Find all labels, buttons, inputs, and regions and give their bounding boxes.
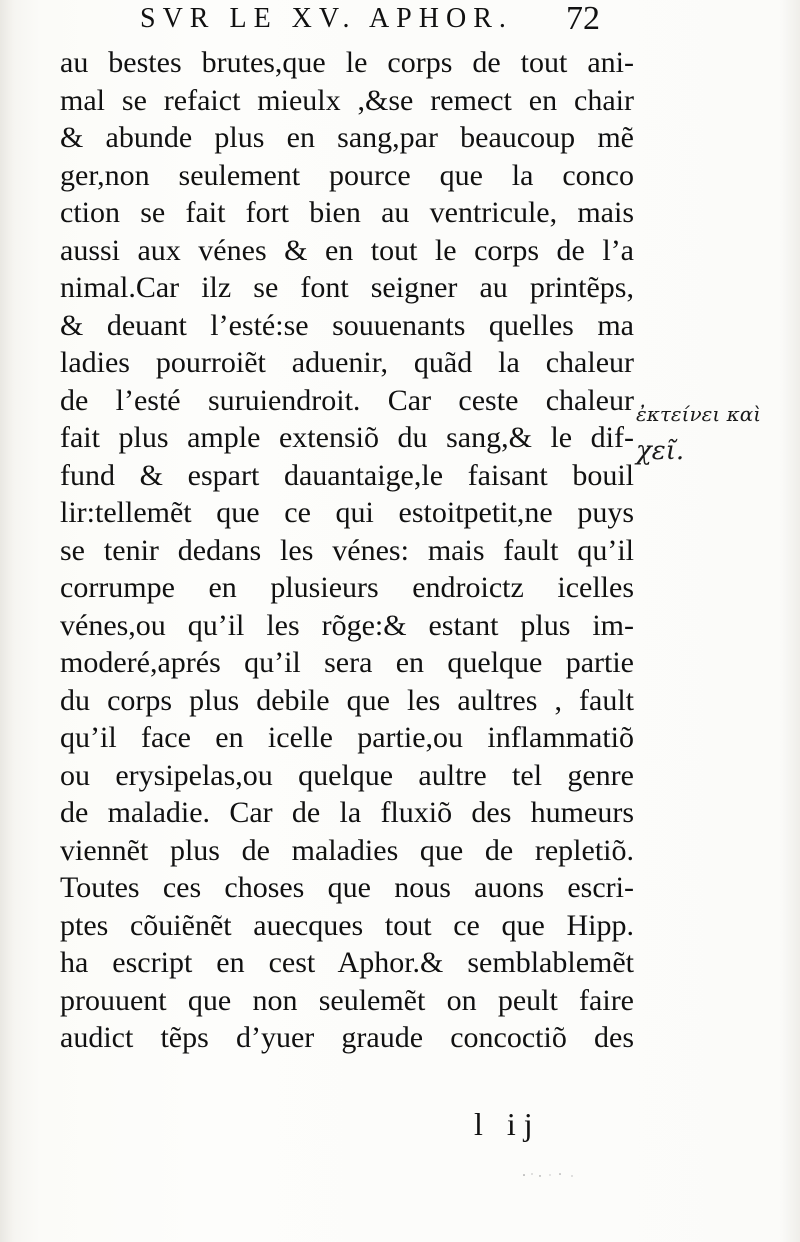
text-line: moderé,aprés qu’il sera en quelque partie xyxy=(60,646,634,679)
text-line: corrumpe en plusieurs endroictz icelles xyxy=(60,571,634,604)
text-line: de l’esté suruiendroit. Car ceste chaleur xyxy=(60,383,634,417)
text-line: vénes,ou qu’il les rõge:& estant plus im- xyxy=(60,608,634,642)
text-line: de maladie. Car de la fluxiõ des humeurs xyxy=(60,796,634,829)
ink-specks xyxy=(520,1170,580,1180)
text-line: viennẽt plus de maladies que de repletiõ. xyxy=(60,833,634,867)
text-line: se tenir dedans les vénes: mais fault qu’il xyxy=(60,533,634,567)
text-line: ou erysipelas,ou quelque aultre tel genre xyxy=(60,758,634,792)
text-line: aussi aux vénes & en tout le corps de l’a xyxy=(60,233,634,267)
text-line: audict tẽps d’yuer graude concoctiõ des xyxy=(60,1021,634,1054)
text-line: fund & espart dauantaige,le faisant bouil xyxy=(60,458,634,492)
text-line: ladies pourroiẽt aduenir, quãd la chaleur xyxy=(60,346,634,379)
page-number: 72 xyxy=(566,0,600,37)
text-line: & abunde plus en sang,par beaucoup mẽ xyxy=(60,121,634,154)
margin-note-greek-1: ἐκτείνει καὶ xyxy=(636,402,762,426)
text-line: prouuent que non seulemẽt on peult faire xyxy=(60,983,634,1017)
text-line: & deuant l’esté:se souuenants quelles ma xyxy=(60,308,634,342)
text-line: mal se refaict mieulx ,&se remect en chair xyxy=(60,83,634,117)
text-line: ptes cõuiẽnẽt auecques tout ce que Hipp. xyxy=(60,908,634,942)
text-line: fait plus ample extensiõ du sang,& le dif- xyxy=(60,421,634,454)
text-line: Toutes ces choses que nous auons escri- xyxy=(60,871,634,904)
text-line: lir:tellemẽt que ce qui estoitpetit,ne puys xyxy=(60,496,634,529)
running-head: SVR LE XV. APHOR. xyxy=(140,3,513,34)
signature-mark: l ij xyxy=(474,1106,541,1142)
text-line: ha escript en cest Aphor.& semblablemẽt xyxy=(60,946,634,979)
text-line: ger,non seulement pource que la conco xyxy=(60,158,634,192)
text-line: ction se fait fort bien au ventricule, mais xyxy=(60,196,634,229)
text-line: nimal.Car ilz se font seigner au printẽps, xyxy=(60,271,634,304)
text-line: du corps plus debile que les aultres , fault xyxy=(60,683,634,717)
margin-note-greek-2: χεῖ. xyxy=(636,436,685,466)
text-line: qu’il face en icelle partie,ou inflammatiõ xyxy=(60,721,634,754)
body-text xyxy=(60,44,634,1057)
text-line: au bestes brutes,que le corps de tout ani- xyxy=(60,46,634,79)
